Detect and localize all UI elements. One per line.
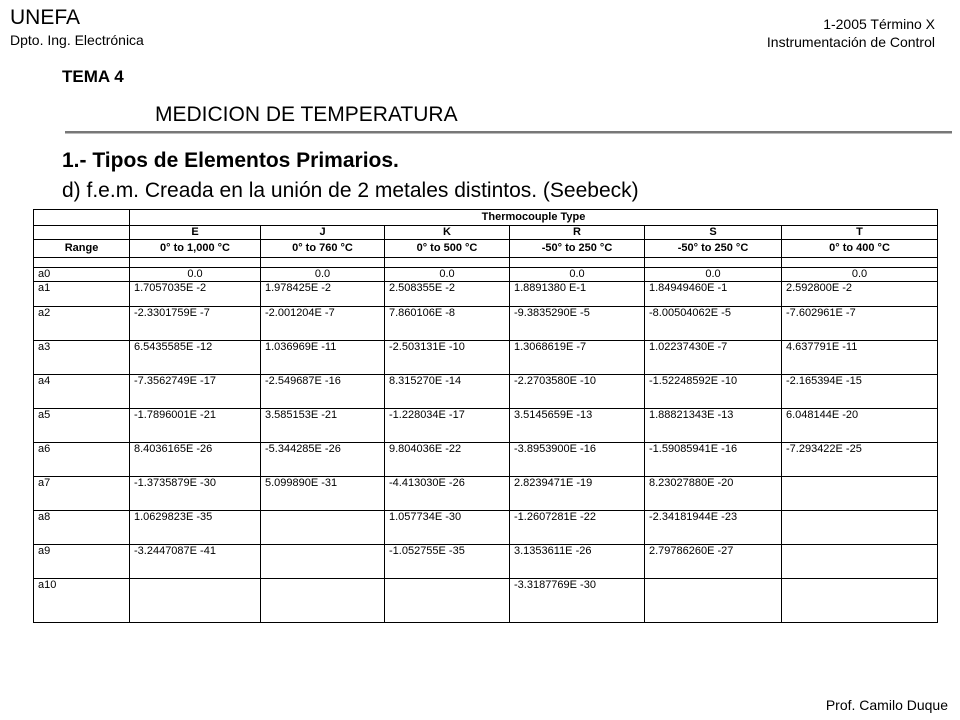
coefficient-value xyxy=(261,511,385,545)
coefficient-value: 1.3068619E -7 xyxy=(510,341,645,375)
coefficient-value: -3.8953900E -16 xyxy=(510,443,645,477)
coefficient-value: 1.057734E -30 xyxy=(385,511,510,545)
title-divider xyxy=(65,131,952,134)
coefficient-label: a5 xyxy=(34,409,130,443)
coefficient-value: -2.34181944E -23 xyxy=(645,511,782,545)
subsection-heading: d) f.e.m. Creada en la unión de 2 metales distintos. (Seebeck) xyxy=(62,179,639,202)
coefficient-value: 2.79786260E -27 xyxy=(645,545,782,579)
tema-label: TEMA 4 xyxy=(62,67,124,86)
coefficient-value: 0.0 xyxy=(510,268,645,282)
coefficient-value: -9.3835290E -5 xyxy=(510,307,645,341)
coefficient-value: -1.228034E -17 xyxy=(385,409,510,443)
thermocouple-types-row xyxy=(34,226,938,240)
term-label: 1-2005 Término X xyxy=(823,16,935,32)
course-name: Instrumentación de Control xyxy=(766,34,935,50)
coefficient-value: 7.860106E -8 xyxy=(385,307,510,341)
coefficient-value: -4.413030E -26 xyxy=(385,477,510,511)
coefficient-label: a3 xyxy=(34,341,130,375)
section-heading: 1.- Tipos de Elementos Primarios. xyxy=(62,149,399,172)
thermocouple-type-header: R xyxy=(510,226,645,240)
thermocouple-type-header: J xyxy=(261,226,385,240)
range-cell: -50° to 250 °C xyxy=(645,240,782,258)
coefficient-value: 0.0 xyxy=(782,268,938,282)
coefficient-value: 8.4036165E -26 xyxy=(130,443,261,477)
coefficient-label: a1 xyxy=(34,282,130,307)
coefficient-value: 4.637791E -11 xyxy=(782,341,938,375)
range-row xyxy=(34,240,938,258)
table-title-row xyxy=(34,210,938,226)
coefficient-row xyxy=(34,282,938,307)
coefficient-value: 6.5435585E -12 xyxy=(130,341,261,375)
page-title: MEDICION DE TEMPERATURA xyxy=(155,103,458,126)
spacer-row xyxy=(34,258,938,268)
coefficient-value: -8.00504062E -5 xyxy=(645,307,782,341)
coefficient-value: 1.036969E -11 xyxy=(261,341,385,375)
coefficient-value: -7.293422E -25 xyxy=(782,443,938,477)
coefficient-label: a10 xyxy=(34,579,130,623)
coefficient-value: -7.3562749E -17 xyxy=(130,375,261,409)
coefficient-value: 2.8239471E -19 xyxy=(510,477,645,511)
coefficient-value xyxy=(645,579,782,623)
coefficient-value: -3.2447087E -41 xyxy=(130,545,261,579)
coefficient-value: 2.508355E -2 xyxy=(385,282,510,307)
coefficient-value: -7.602961E -7 xyxy=(782,307,938,341)
spacer-cell xyxy=(645,258,782,268)
coefficient-value: 1.88821343E -13 xyxy=(645,409,782,443)
coefficient-value xyxy=(782,477,938,511)
range-cell: -50° to 250 °C xyxy=(510,240,645,258)
coefficient-value: -1.52248592E -10 xyxy=(645,375,782,409)
coefficient-value xyxy=(130,579,261,623)
coefficient-row xyxy=(34,579,938,623)
coefficient-value: 1.8891380 E-1 xyxy=(510,282,645,307)
coefficient-value: 3.1353611E -26 xyxy=(510,545,645,579)
thermocouple-table xyxy=(33,209,938,623)
coefficient-row xyxy=(34,375,938,409)
coefficient-label: a8 xyxy=(34,511,130,545)
coefficient-value: -1.7896001E -21 xyxy=(130,409,261,443)
coefficient-value: -2.2703580E -10 xyxy=(510,375,645,409)
table-corner-cell xyxy=(34,210,130,226)
header-right xyxy=(767,15,935,51)
coefficient-value: -1.3735879E -30 xyxy=(130,477,261,511)
coefficient-value xyxy=(261,545,385,579)
coefficient-value: -2.549687E -16 xyxy=(261,375,385,409)
header-left xyxy=(10,6,144,49)
thermocouple-type-header: E xyxy=(130,226,261,240)
department-name: Dpto. Ing. Electrónica xyxy=(10,32,144,48)
coefficient-value: 2.592800E -2 xyxy=(782,282,938,307)
coefficient-value: 6.048144E -20 xyxy=(782,409,938,443)
spacer-cell xyxy=(510,258,645,268)
thermocouple-type-header: S xyxy=(645,226,782,240)
coefficient-value: -2.165394E -15 xyxy=(782,375,938,409)
coefficient-value: 3.585153E -21 xyxy=(261,409,385,443)
spacer-cell xyxy=(261,258,385,268)
range-cell: 0° to 760 °C xyxy=(261,240,385,258)
coefficient-row xyxy=(34,268,938,282)
coefficient-value xyxy=(261,579,385,623)
spacer-cell xyxy=(34,258,130,268)
coefficient-row xyxy=(34,477,938,511)
coefficient-value: 9.804036E -22 xyxy=(385,443,510,477)
coefficient-value: -3.3187769E -30 xyxy=(510,579,645,623)
coefficient-value xyxy=(782,545,938,579)
coefficient-value: 1.02237430E -7 xyxy=(645,341,782,375)
coefficient-value: 0.0 xyxy=(385,268,510,282)
coefficient-row xyxy=(34,545,938,579)
coefficient-label: a9 xyxy=(34,545,130,579)
coefficient-value: -1.2607281E -22 xyxy=(510,511,645,545)
coefficient-label: a2 xyxy=(34,307,130,341)
coefficient-value xyxy=(782,579,938,623)
spacer-cell xyxy=(782,258,938,268)
coefficient-label: a7 xyxy=(34,477,130,511)
coefficient-value: 1.0629823E -35 xyxy=(130,511,261,545)
coefficient-value: 3.5145659E -13 xyxy=(510,409,645,443)
coefficient-label: a6 xyxy=(34,443,130,477)
coefficient-value: 0.0 xyxy=(130,268,261,282)
coefficient-value xyxy=(782,511,938,545)
coefficient-value xyxy=(385,579,510,623)
coefficient-row xyxy=(34,409,938,443)
coefficient-label: a4 xyxy=(34,375,130,409)
range-cell: 0° to 1,000 °C xyxy=(130,240,261,258)
coefficient-value: -2.503131E -10 xyxy=(385,341,510,375)
coefficient-row xyxy=(34,307,938,341)
org-name: UNEFA xyxy=(10,6,81,29)
coefficient-value: 1.84949460E -1 xyxy=(645,282,782,307)
coefficient-value: -1.59085941E -16 xyxy=(645,443,782,477)
coefficient-row xyxy=(34,443,938,477)
range-label: Range xyxy=(34,240,130,258)
range-cell: 0° to 400 °C xyxy=(782,240,938,258)
coefficient-value: -2.3301759E -7 xyxy=(130,307,261,341)
coefficient-value: 5.099890E -31 xyxy=(261,477,385,511)
coefficient-value: 0.0 xyxy=(645,268,782,282)
coefficient-value: -5.344285E -26 xyxy=(261,443,385,477)
coefficient-value: 1.978425E -2 xyxy=(261,282,385,307)
coefficient-value: 1.7057035E -2 xyxy=(130,282,261,307)
coefficient-value: 0.0 xyxy=(261,268,385,282)
coefficient-value: -1.052755E -35 xyxy=(385,545,510,579)
range-cell: 0° to 500 °C xyxy=(385,240,510,258)
footer-author: Prof. Camilo Duque xyxy=(825,697,948,713)
coefficient-value: -2.001204E -7 xyxy=(261,307,385,341)
coefficient-value: 8.23027880E -20 xyxy=(645,477,782,511)
thermocouple-type-header: T xyxy=(782,226,938,240)
types-row-label-cell xyxy=(34,226,130,240)
spacer-cell xyxy=(130,258,261,268)
thermocouple-type-header: K xyxy=(385,226,510,240)
coefficient-row xyxy=(34,511,938,545)
coefficient-label: a0 xyxy=(34,268,130,282)
coefficient-value: 8.315270E -14 xyxy=(385,375,510,409)
table-title: Thermocouple Type xyxy=(130,210,938,226)
coefficient-row xyxy=(34,341,938,375)
spacer-cell xyxy=(385,258,510,268)
